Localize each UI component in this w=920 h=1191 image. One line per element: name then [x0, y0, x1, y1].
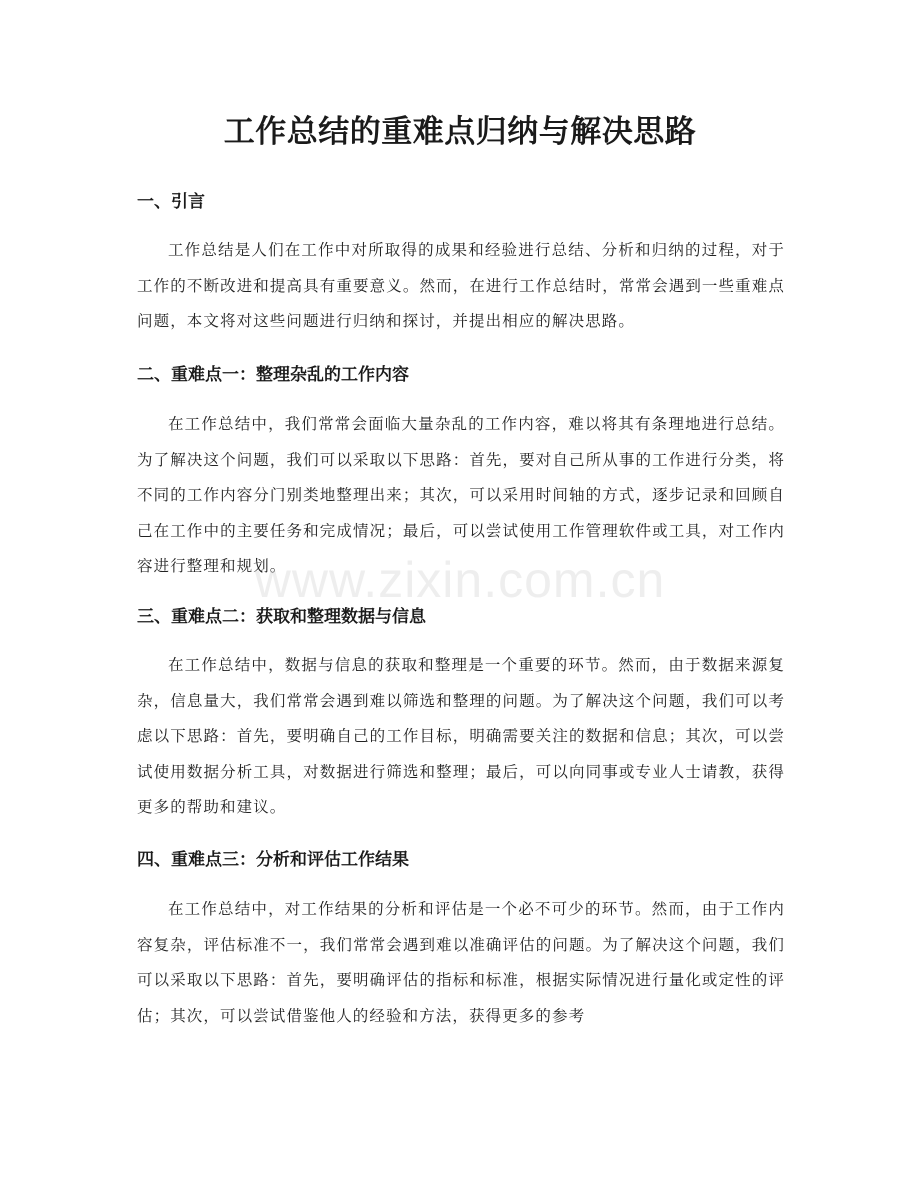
- section-paragraph-difficulty-1: 在工作总结中，我们常常会面临大量杂乱的工作内容，难以将其有条理地进行总结。为了解决这个问题，我们可以采取以下思路：首先，要对自己所从事的工作进行分类，将不同的工作内容分门别类地整理出来；其次，可以采用时间轴的方式，逐步记录和回顾自己在工作中的主要任务和完成情况；最后，可以尝试使用工作管理软件或工具，对工作内容进行整理和规划。: [137, 415, 785, 575]
- section-paragraph-difficulty-2: 在工作总结中，数据与信息的获取和整理是一个重要的环节。然而，由于数据来源复杂，信息量大，我们常常会遇到难以筛选和整理的问题。为了解决这个问题，我们可以考虑以下思路：首先，要明确自己的工作目标，明确需要关注的数据和信息；其次，可以尝试使用数据分析工具，对数据进行筛选和整理；最后，可以向同事或专业人士请教，获得更多的帮助和建议。: [137, 656, 785, 816]
- section-heading-difficulty-1: 二、重难点一：整理杂乱的工作内容: [137, 365, 409, 385]
- section-heading-difficulty-2: 三、重难点二：获取和整理数据与信息: [137, 607, 426, 627]
- watermark-text: www.zixin.com.cn: [254, 552, 666, 608]
- section-heading-introduction: 一、引言: [137, 192, 205, 212]
- section-paragraph-difficulty-3: 在工作总结中，对工作结果的分析和评估是一个必不可少的环节。然而，由于工作内容复杂，评估标准不一，我们常常会遇到难以准确评估的问题。为了解决这个问题，我们可以采取以下思路：首先，要明确评估的指标和标准，根据实际情况进行量化或定性的评估；其次，可以尝试借鉴他人的经验和方法，获得更多的参考: [137, 900, 785, 1025]
- section-paragraph-introduction: 工作总结是人们在工作中对所取得的成果和经验进行总结、分析和归纳的过程，对于工作的不断改进和提高具有重要意义。然而，在进行工作总结时，常常会遇到一些重难点问题，本文将对这些问题进行归纳和探讨，并提出相应的解决思路。: [137, 241, 785, 330]
- document-title: 工作总结的重难点归纳与解决思路: [223, 114, 697, 150]
- section-heading-difficulty-3: 四、重难点三：分析和评估工作结果: [137, 850, 409, 870]
